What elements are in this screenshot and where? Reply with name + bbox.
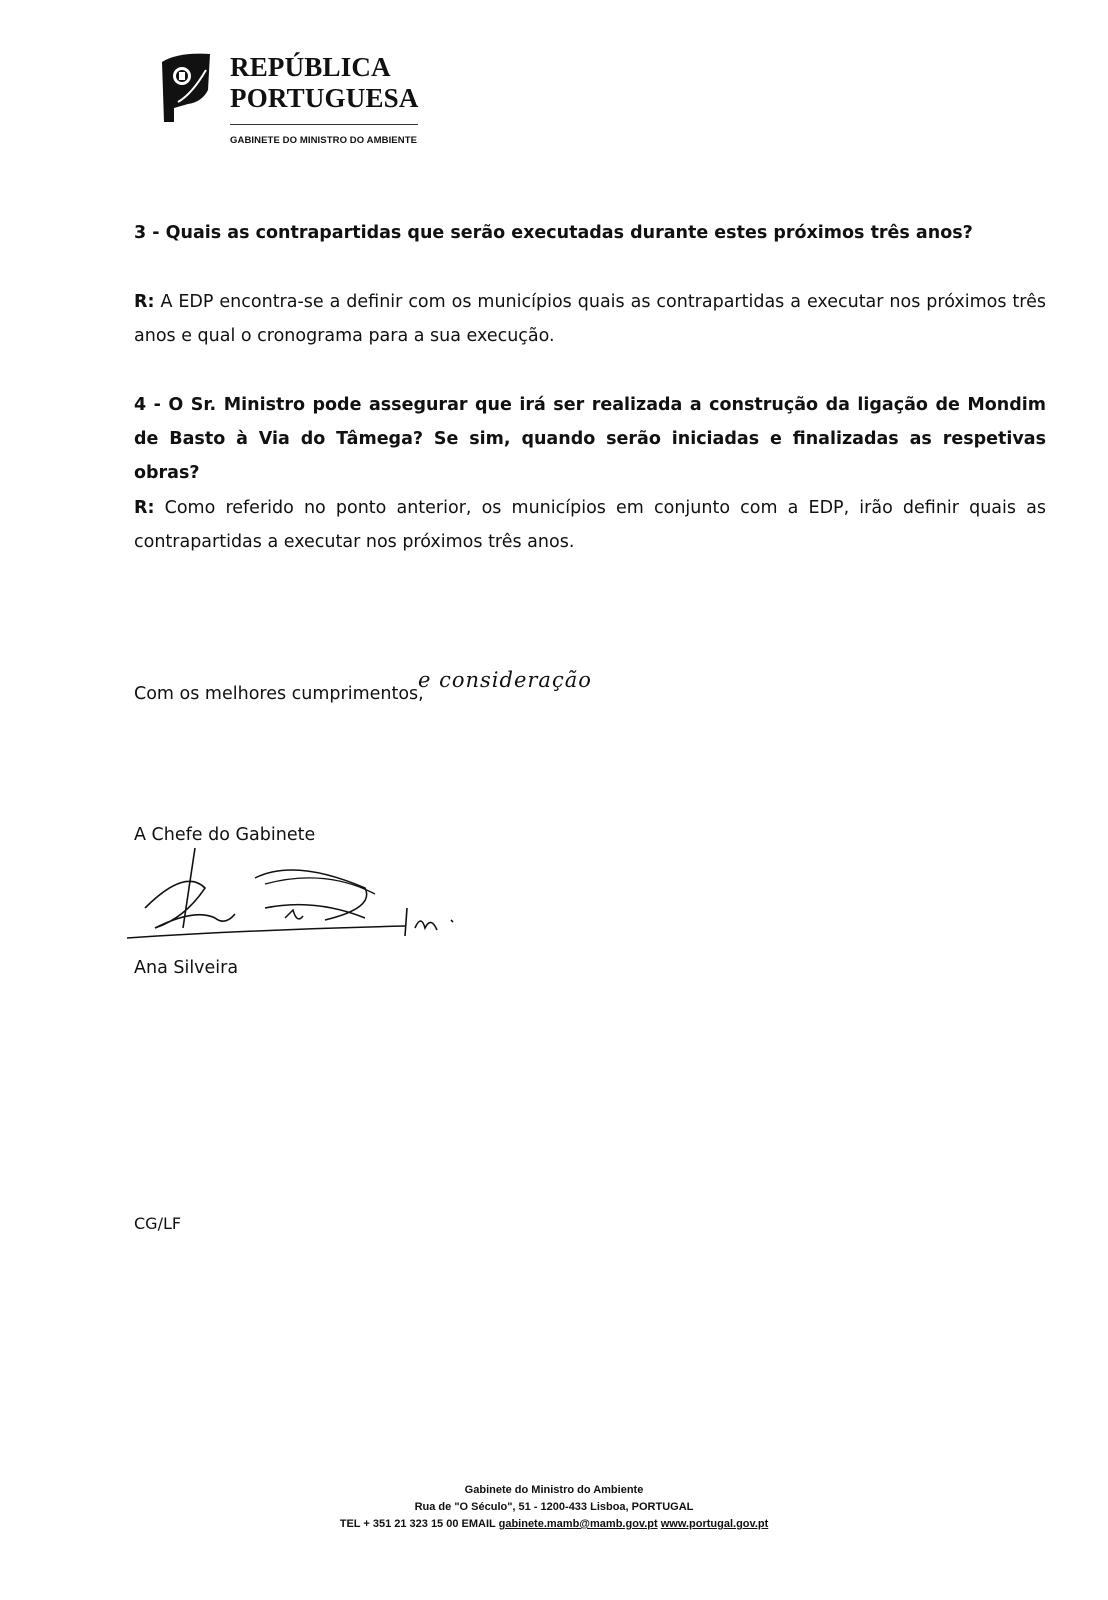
answer-4-prefix: R: bbox=[134, 498, 155, 518]
republic-title-line1: REPÚBLICA bbox=[230, 52, 391, 82]
signatory-role: A Chefe do Gabinete bbox=[134, 825, 316, 845]
handwritten-addition: e consideração bbox=[418, 668, 592, 692]
question-4: 4 - O Sr. Ministro pode assegurar que irá ser realizada a construção da ligação de Mondim de Basto à Via do Tâmega? Se sim, quando serão iniciadas e finalizadas as respetivas obras? bbox=[134, 395, 1046, 483]
cabinet-name: GABINETE DO MINISTRO DO AMBIENTE bbox=[230, 135, 418, 146]
header-divider bbox=[230, 124, 418, 125]
footer-tel: TEL + 351 21 323 15 00 EMAIL bbox=[339, 1518, 496, 1530]
republic-title-line2: PORTUGUESA bbox=[230, 83, 419, 113]
question-3: 3 - Quais as contrapartidas que serão executadas durante estes próximos três anos? bbox=[134, 223, 973, 243]
answer-4-text: Como referido no ponto anterior, os municípios em conjunto com a EDP, irão definir quais as contrapartidas a executar nos próximos três anos. bbox=[134, 498, 1046, 552]
closing-text: Com os melhores cumprimentos, bbox=[134, 684, 424, 704]
answer-3-prefix: R: bbox=[134, 292, 155, 312]
footer-address: Rua de "O Século", 51 - 1200-433 Lisboa, PORTUGAL bbox=[414, 1501, 694, 1513]
handwritten-signature bbox=[125, 848, 485, 948]
footer-cabinet: Gabinete do Ministro do Ambiente bbox=[464, 1484, 644, 1496]
answer-4 bbox=[134, 491, 1046, 559]
footer-contacts bbox=[0, 1518, 1108, 1530]
answer-3 bbox=[134, 285, 1046, 353]
reference-initials: CG/LF bbox=[134, 1214, 182, 1233]
footer-email-link[interactable]: gabinete.mamb@mamb.gov.pt bbox=[498, 1518, 658, 1530]
signatory-name: Ana Silveira bbox=[134, 958, 239, 978]
answer-3-text: A EDP encontra-se a definir com os municípios quais as contrapartidas a executar nos próximos três anos e qual o cronograma para a sua execução. bbox=[134, 292, 1046, 346]
footer-website-link[interactable]: www.portugal.gov.pt bbox=[660, 1518, 769, 1530]
portuguese-republic-emblem-icon bbox=[158, 50, 214, 124]
